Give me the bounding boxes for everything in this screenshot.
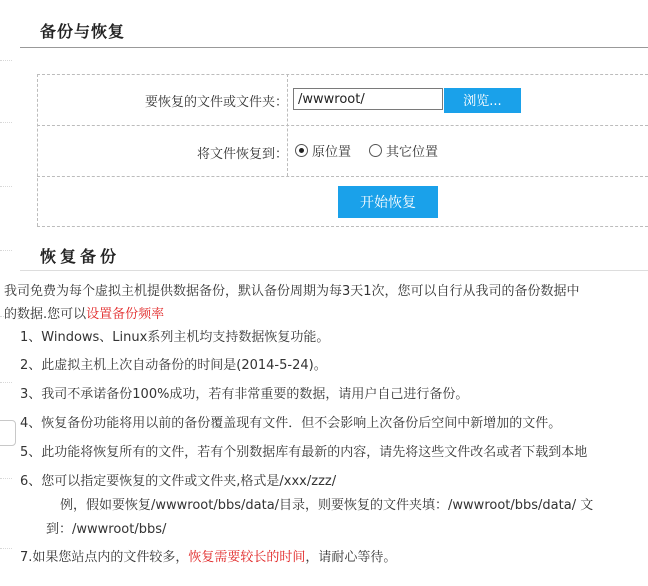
intro-text: 我司免费为每个虚拟主机提供数据备份，默认备份周期为每3天1次，您可以自行从我司的备份数据中	[4, 284, 580, 299]
radio-unchecked-icon[interactable]	[369, 144, 382, 157]
list-item: 2、此虚拟主机上次自动备份的时间是(2014-5-24)。	[20, 358, 327, 373]
radio-label: 原位置	[312, 145, 352, 160]
item7-prefix: 7.如果您站点内的文件较多，	[20, 550, 189, 565]
restore-to-label: 将文件恢复到：	[196, 147, 288, 162]
list-item: 1、Windows、Linux系列主机均支持数据恢复功能。	[20, 330, 330, 345]
edge-divider	[0, 478, 12, 479]
restore-form	[37, 74, 648, 226]
edge-control[interactable]	[0, 420, 16, 446]
list-item-7	[20, 546, 396, 565]
path-label: 要恢复的文件或文件夹：	[144, 95, 288, 110]
edge-divider	[0, 250, 12, 251]
title-divider	[20, 47, 648, 48]
form-border	[37, 74, 38, 226]
item7-warning: 恢复需要较长的时间	[188, 550, 306, 565]
intro-text-2	[4, 303, 164, 322]
radio-label: 其它位置	[386, 145, 439, 160]
edge-divider	[0, 382, 12, 383]
edge-divider	[0, 548, 12, 549]
form-border	[37, 176, 648, 177]
example-text: 例，假如要恢复/wwwroot/bbs/data/目录，则要恢复的文件夹填：/wwwroot/bbs/data/ 文	[60, 498, 594, 513]
page-title: 备份与恢复	[40, 22, 126, 41]
restore-path-input[interactable]	[293, 88, 443, 110]
form-border	[37, 74, 648, 75]
form-border	[37, 226, 648, 227]
example-text-2: 到：/wwwroot/bbs/	[46, 522, 167, 537]
radio-original-location[interactable]	[295, 141, 351, 160]
radio-other-location[interactable]	[369, 141, 438, 160]
list-item: 4、恢复备份功能将用以前的备份覆盖现有文件．但不会影响上次备份后空间中新增加的文件。	[20, 416, 562, 431]
edge-divider	[0, 122, 12, 123]
item7-suffix: ，请耐心等待。	[305, 550, 397, 565]
edge-divider	[0, 186, 12, 187]
section-heading: 恢复备份	[40, 247, 121, 266]
edge-divider	[0, 60, 12, 61]
form-border	[37, 125, 648, 126]
intro-prefix: 的数据.您可以	[4, 307, 87, 322]
list-item: 6、您可以指定要恢复的文件或文件夹,格式是/xxx/zzz/	[20, 474, 337, 489]
radio-checked-icon[interactable]	[295, 144, 308, 157]
section-divider	[20, 270, 648, 271]
list-item: 3、我司不承诺备份100%成功，若有非常重要的数据，请用户自己进行备份。	[20, 387, 469, 402]
browse-button[interactable]: 浏览...	[444, 88, 521, 113]
list-item: 5、此功能将恢复所有的文件，若有个别数据库有最新的内容，请先将这些文件改名或者下载到本地	[20, 445, 588, 460]
start-restore-button[interactable]: 开始恢复	[338, 186, 438, 218]
backup-frequency-link[interactable]: 设置备份频率	[86, 307, 165, 322]
